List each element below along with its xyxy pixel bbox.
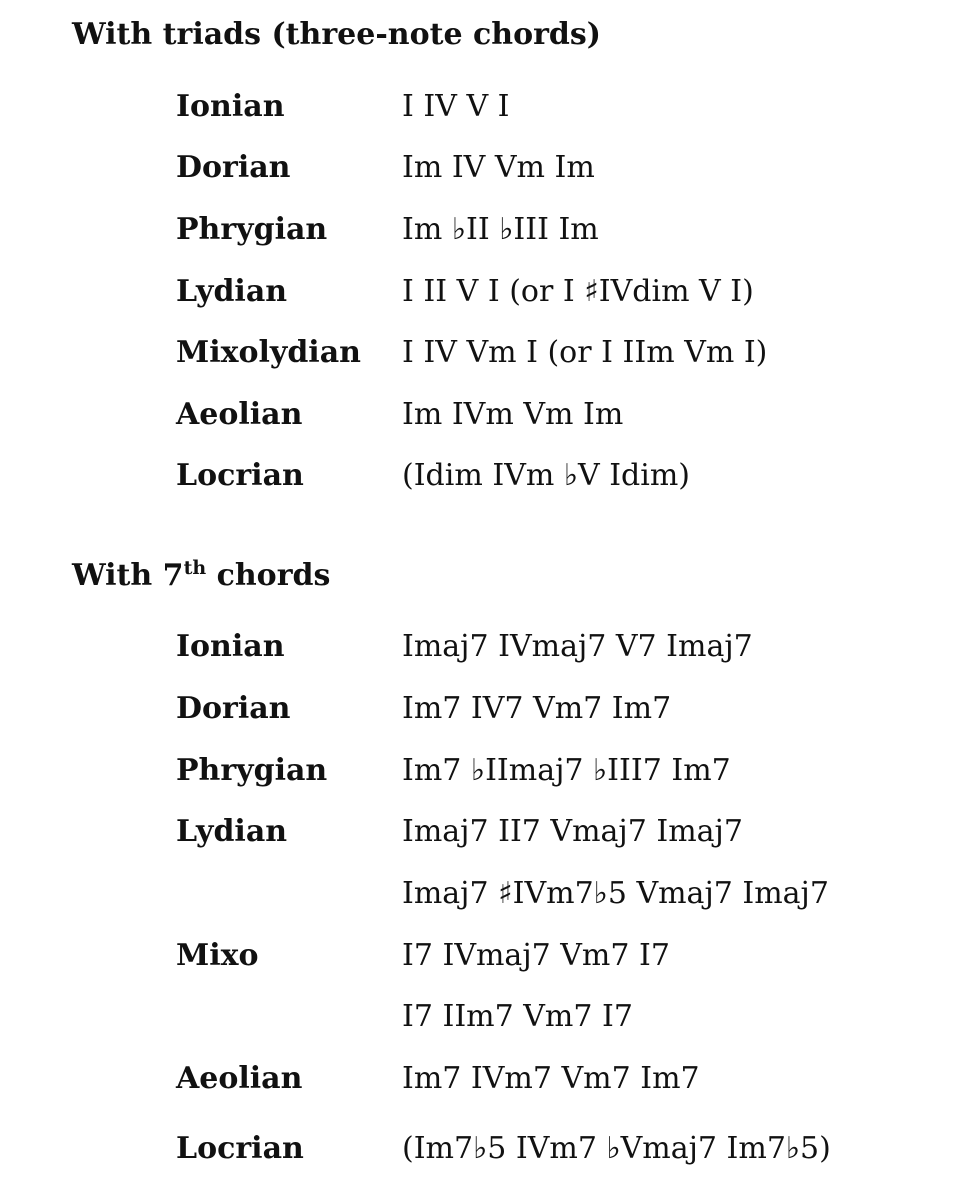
sevenths-row-phrygian (0, 751, 967, 791)
sevenths-row-lydian (0, 812, 967, 852)
chord-progression: Im ♭II ♭III Im (402, 212, 599, 247)
chord-progression: (Idim IVm ♭V Idim) (402, 458, 690, 493)
sevenths-row-aeolian (0, 1059, 967, 1099)
chord-progression: I IV V I (402, 89, 510, 124)
chord-progression: Im IVm Vm Im (402, 397, 624, 432)
triads-row-mixolydian (0, 333, 967, 373)
sevenths-row-lydian-alt (0, 874, 967, 914)
sevenths-row-ionian (0, 627, 967, 667)
chord-progression: I7 IVmaj7 Vm7 I7 (402, 938, 670, 973)
sevenths-row-mixo (0, 936, 967, 976)
triads-row-lydian (0, 272, 967, 312)
chord-progression: Im7 IVm7 Vm7 Im7 (402, 1061, 700, 1096)
triads-row-phrygian (0, 210, 967, 250)
sevenths-heading-superscript: th (183, 557, 207, 579)
chord-progression: Imaj7 IVmaj7 V7 Imaj7 (402, 629, 753, 664)
triads-row-aeolian (0, 395, 967, 435)
chord-progression: I7 IIm7 Vm7 I7 (402, 999, 633, 1034)
triads-heading: With triads (three-note chords) (72, 17, 601, 52)
mode-name: Ionian (176, 629, 285, 664)
chord-progression: Im IV Vm Im (402, 150, 595, 185)
chord-progression: Im7 ♭IImaj7 ♭III7 Im7 (402, 753, 731, 788)
mode-name: Locrian (176, 458, 304, 493)
sevenths-heading-suffix: chords (206, 558, 331, 593)
chord-progression: I II V I (or I ♯IVdim V I) (402, 274, 754, 309)
chord-progression: (Im7♭5 IVm7 ♭Vmaj7 Im7♭5) (402, 1131, 831, 1166)
sevenths-row-locrian (0, 1129, 967, 1169)
mode-name: Aeolian (176, 1061, 303, 1096)
mode-name: Dorian (176, 150, 291, 185)
mode-name: Mixolydian (176, 335, 361, 370)
chord-progression: Im7 IV7 Vm7 Im7 (402, 691, 672, 726)
mode-name: Mixo (176, 938, 259, 973)
mode-name: Lydian (176, 814, 288, 849)
sevenths-row-mixo-alt (0, 997, 967, 1037)
mode-name: Locrian (176, 1131, 304, 1166)
sevenths-heading (72, 558, 330, 594)
triads-row-locrian (0, 456, 967, 496)
triads-row-ionian (0, 87, 967, 127)
mode-name: Dorian (176, 691, 291, 726)
sevenths-row-dorian (0, 689, 967, 729)
mode-name: Phrygian (176, 753, 328, 788)
mode-name: Lydian (176, 274, 288, 309)
chord-progression: Imaj7 ♯IVm7♭5 Vmaj7 Imaj7 (402, 876, 829, 911)
mode-name: Ionian (176, 89, 285, 124)
mode-name: Phrygian (176, 212, 328, 247)
chord-progression: I IV Vm I (or I IIm Vm I) (402, 335, 768, 370)
mode-name: Aeolian (176, 397, 303, 432)
triads-row-dorian (0, 148, 967, 188)
chord-progression: Imaj7 II7 Vmaj7 Imaj7 (402, 814, 743, 849)
sevenths-heading-prefix: With 7 (72, 558, 184, 593)
